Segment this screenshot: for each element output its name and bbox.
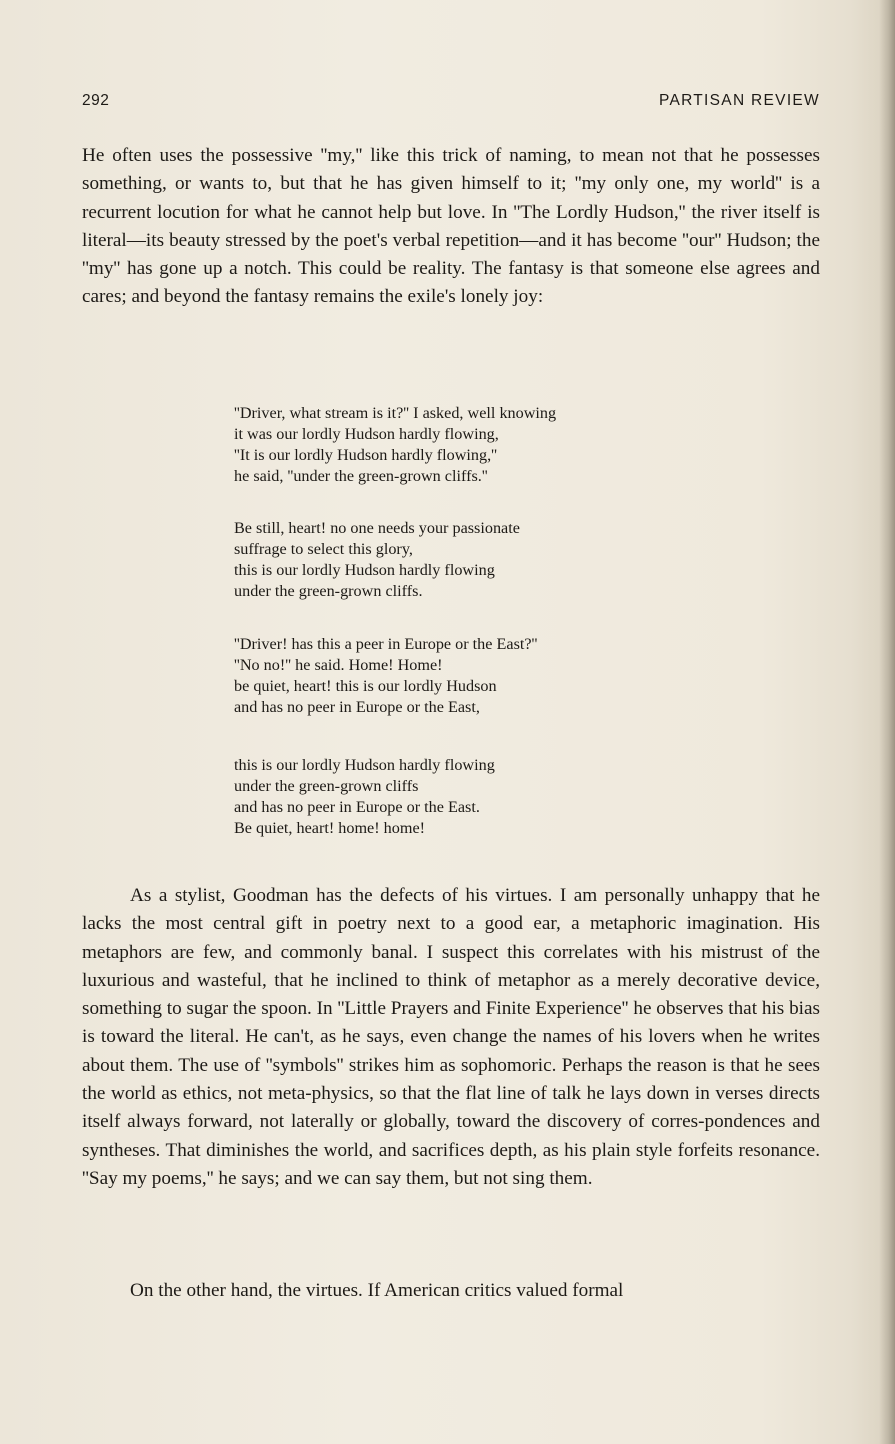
poem-line: and has no peer in Europe or the East. bbox=[234, 797, 480, 816]
poem-line: it was our lordly Hudson hardly flowing, bbox=[234, 424, 499, 443]
poem-line: this is our lordly Hudson hardly flowing bbox=[234, 560, 495, 579]
poem-stanza-4 bbox=[234, 755, 654, 839]
paragraph-3 bbox=[82, 1277, 820, 1305]
poem-line: suffrage to select this glory, bbox=[234, 539, 413, 558]
paragraph-2-text: As a stylist, Goodman has the defects of his virtues. I am personally unhappy that he lacks the most central gift in poetry next to a good ear, a metaphoric imagination. His metaphors are few, and commonly banal. I suspect this correlates with his mistrust of the luxurious and wasteful, that he inclined to think of metaphor as a merely decorative device, something to sugar the spoon. In ''Little Prayers and Finite Experience'' he observes that his bias is toward the literal. He can't, as he says, even change the names of his lovers when he writes about them. The use of ''symbols'' strikes him as sophomoric. Perhaps the reason is that he sees the world as ethics, not meta-physics, so that the flat line of talk he lays down in verses directs itself always forward, not laterally or globally, toward the discovery of corres-pondences and syntheses. That diminishes the world, and sacrifices depth, as his plain style forfeits resonance. ''Say my poems,'' he says; and we can say them, but not sing them. bbox=[82, 885, 820, 1189]
poem-line: he said, ''under the green-grown cliffs.'' bbox=[234, 466, 488, 485]
poem-line: Be still, heart! no one needs your passionate bbox=[234, 519, 520, 537]
poem-stanza-1 bbox=[234, 403, 654, 487]
paragraph-1 bbox=[82, 142, 820, 312]
poem-line: ''Driver, what stream is it?'' I asked, well knowing bbox=[234, 404, 557, 422]
poem-line: ''It is our lordly Hudson hardly flowing,'' bbox=[234, 445, 497, 464]
running-head: PARTISAN REVIEW bbox=[658, 92, 820, 109]
poem-line: under the green-grown cliffs. bbox=[234, 581, 423, 600]
paragraph-1-text: He often uses the possessive ''my,'' like this trick of naming, to mean not that he possesses something, or wants to, but that he has given himself to it; ''my only one, my world'' is a recurrent locution for what he cannot help but love. In ''The Lordly Hudson,'' the river itself is literal—its beauty stressed by the poet's verbal repetition—and it has become ''our'' Hudson; the ''my'' has gone up a notch. This could be reality. The fantasy is that someone else agrees and cares; and beyond the fantasy remains the exile's lonely joy: bbox=[82, 145, 820, 308]
paragraph-2 bbox=[82, 882, 820, 1193]
poem-line: this is our lordly Hudson hardly flowing bbox=[234, 756, 495, 774]
poem-line: and has no peer in Europe or the East, bbox=[234, 697, 480, 716]
poem-stanza-3 bbox=[234, 634, 654, 718]
poem-line: ''Driver! has this a peer in Europe or the East?'' bbox=[234, 635, 538, 653]
poem-line: ''No no!'' he said. Home! Home! bbox=[234, 655, 443, 674]
poem-line: be quiet, heart! this is our lordly Hudson bbox=[234, 676, 497, 695]
page-number: 292 bbox=[82, 92, 110, 109]
page-binding-shadow bbox=[879, 0, 895, 1444]
paragraph-3-text: On the other hand, the virtues. If American critics valued formal bbox=[130, 1280, 624, 1301]
poem-stanza-2 bbox=[234, 518, 654, 602]
poem-line: under the green-grown cliffs bbox=[234, 776, 419, 795]
poem-line: Be quiet, heart! home! home! bbox=[234, 818, 426, 837]
page-header bbox=[82, 92, 820, 116]
